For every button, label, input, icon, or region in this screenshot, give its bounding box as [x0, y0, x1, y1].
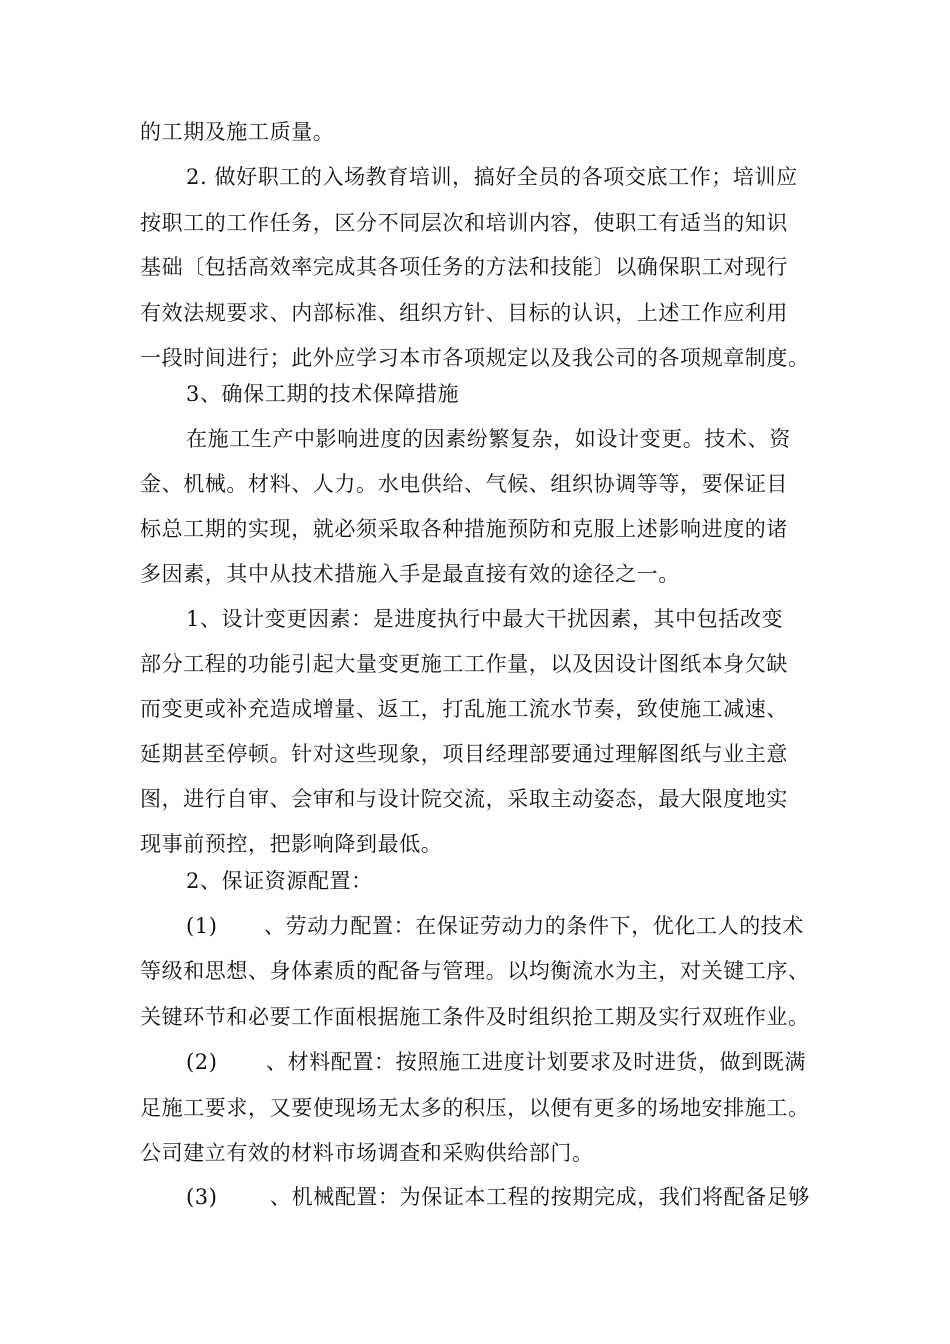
text-line: 部分工程的功能引起大量变更施工工作量，以及因设计图纸本身欠缺 — [140, 652, 788, 676]
text-line: 按职工的工作任务，区分不同层次和培训内容，使职工有适当的知识 — [140, 211, 788, 235]
item-text: 、劳动力配置：在保证劳动力的条件下，优化工人的技术 — [264, 914, 804, 938]
text-line: 而变更或补充造成增量、返工，打乱施工流水节奏，致使施工减速、 — [140, 697, 788, 721]
item-number: (2) — [186, 1050, 218, 1074]
text-line: 在施工生产中影响进度的因素纷繁复杂，如设计变更。技术、资 — [186, 427, 791, 451]
section-heading: 2、保证资源配置： — [186, 869, 373, 893]
item-number: (3) — [186, 1185, 218, 1209]
text-line: 公司建立有效的材料市场调查和采购供给部门。 — [140, 1141, 594, 1165]
text-line: 图，进行自审、会审和与设计院交流，采取主动姿态，最大限度地实 — [140, 787, 788, 811]
text-line: 金、机械。材料、人力。水电供给、气候、组织协调等等，要保证目 — [140, 472, 788, 496]
item-text: 、材料配置：按照施工进度计划要求及时进货，做到既满 — [266, 1050, 806, 1074]
item-number: (1) — [186, 914, 218, 938]
list-item — [186, 1048, 830, 1076]
text-line: 的工期及施工质量。 — [140, 120, 335, 144]
text-line: 2. 做好职工的入场教育培训，搞好全员的各项交底工作；培训应 — [186, 165, 798, 189]
text-line: 有效法规要求、内部标准、组织方针、目标的认识，上述工作应利用 — [140, 301, 788, 325]
text-line: 多因素，其中从技术措施入手是最直接有效的途径之一。 — [140, 562, 680, 586]
text-line: 标总工期的实现，就必须采取各种措施预防和克服上述影响进度的诸 — [140, 517, 788, 541]
text-line: 等级和思想、身体素质的配备与管理。以均衡流水为主，对关键工序、 — [140, 959, 810, 983]
text-line: 足施工要求，又要使现场无太多的积压，以便有更多的场地安排施工。 — [140, 1096, 810, 1120]
text-line: 基础〔包括高效率完成其各项任务的方法和技能〕以确保职工对现行 — [140, 255, 788, 279]
list-item — [186, 912, 830, 940]
section-heading: 3、确保工期的技术保障措施 — [186, 382, 460, 406]
text-line: 延期甚至停顿。针对这些现象，项目经理部要通过理解图纸与业主意 — [140, 742, 788, 766]
text-line: 一段时间进行；此外应学习本市各项规定以及我公司的各项规章制度。 — [140, 346, 810, 370]
text-line: 现事前预控，把影响降到最低。 — [140, 832, 443, 856]
list-item — [186, 1183, 830, 1211]
text-line: 1、设计变更因素：是进度执行中最大干扰因素，其中包括改变 — [186, 607, 784, 631]
text-line: 关键环节和必要工作面根据施工条件及时组织抢工期及实行双班作业。 — [140, 1005, 810, 1029]
item-text: 、机械配置：为保证本工程的按期完成，我们将配备足够 — [270, 1185, 810, 1209]
